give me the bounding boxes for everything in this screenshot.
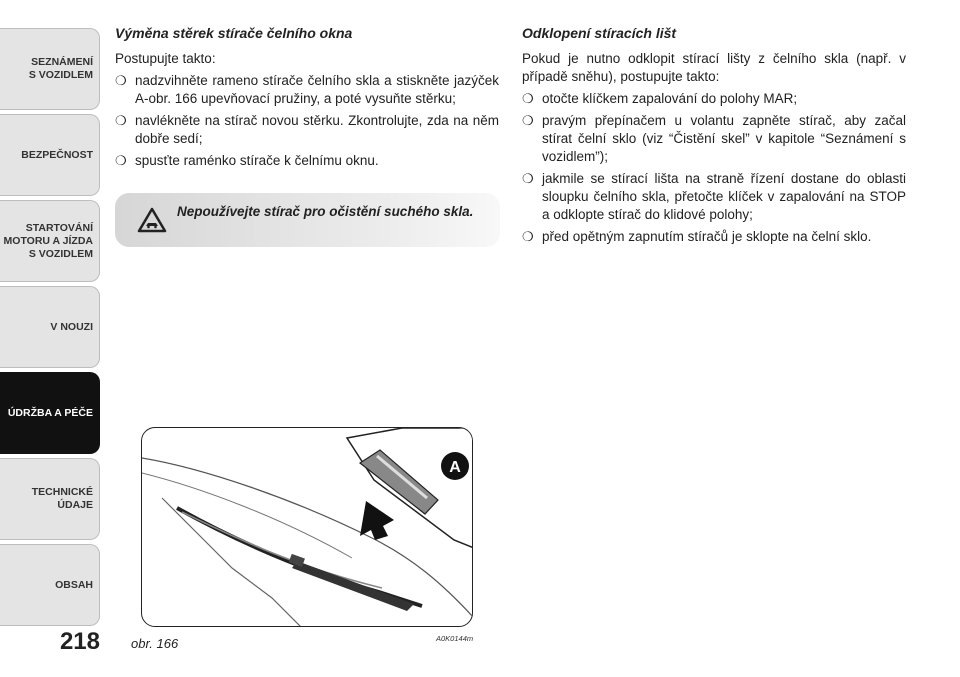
tab-bezpecnost[interactable] — [0, 114, 100, 196]
right-column — [522, 24, 906, 250]
callout-label-a: A — [449, 459, 461, 476]
intro-text: Postupujte takto: — [115, 51, 216, 66]
wiper-drawing — [142, 428, 473, 627]
left-column — [115, 24, 499, 174]
section-heading: Výměna stěrek stírače čelního okna — [115, 25, 353, 41]
list-item: ❍ navlékněte na stírač novou stěrku. Zkontrolujte, zda na něm dobře sedí; — [115, 113, 499, 146]
section-heading: Odklopení stíracích lišt — [522, 25, 677, 41]
figure-caption: obr. 166 — [131, 636, 179, 651]
bullet-icon: ❍ — [522, 113, 534, 128]
tab-label: V NOUZI — [50, 320, 93, 333]
bullet-icon: ❍ — [115, 113, 127, 128]
list-item: ❍ nadzvihněte rameno stírače čelního skla a stiskněte jazýček A-obr. 166 upevňovací pružiny, a poté vysuňte stěrku; — [115, 73, 499, 106]
tab-label: ÚDRŽBA A PÉČE — [7, 406, 93, 419]
bullet-icon: ❍ — [115, 73, 127, 88]
figure-code: A0K0144m — [436, 634, 474, 643]
list-item: ❍ otočte klíčkem zapalování do polohy MAR; — [522, 91, 798, 106]
tab-label: TECHNICKÉ ÚDAJE — [31, 486, 93, 511]
step-list — [115, 72, 499, 170]
list-item: ❍ před opětným zapnutím stíračů je sklopte na čelní sklo. — [522, 229, 872, 244]
tab-label: SEZNÁMENÍ S VOZIDLEM — [28, 56, 93, 81]
bullet-icon: ❍ — [115, 153, 127, 168]
warning-text: Nepoužívejte stírač pro očistění suchého skla. — [177, 204, 474, 219]
tab-label: STARTOVÁNÍ MOTORU A JÍZDA S VOZIDLEM — [3, 221, 93, 260]
tab-label: BEZPEČNOST — [21, 148, 93, 161]
tab-obsah[interactable] — [0, 544, 100, 626]
warning-car-triangle-icon — [137, 207, 167, 233]
tab-seznameni[interactable] — [0, 28, 100, 110]
step-list — [522, 90, 906, 246]
list-item: ❍ spusťte raménko stírače k čelnímu oknu. — [115, 153, 379, 168]
warning-box — [115, 193, 500, 247]
wiper-illustration — [141, 427, 473, 627]
bullet-icon: ❍ — [522, 171, 534, 186]
tab-udrzba[interactable] — [0, 372, 100, 454]
intro-text: Pokud je nutno odklopit stírací lišty z čelního skla (např. v případě sněhu), postupujte takto: — [522, 51, 906, 84]
bullet-icon: ❍ — [522, 91, 534, 106]
page-number: 218 — [59, 628, 100, 655]
tab-label: OBSAH — [55, 578, 93, 591]
tab-startovani[interactable] — [0, 200, 100, 282]
tab-technicke[interactable] — [0, 458, 100, 540]
bullet-icon: ❍ — [522, 229, 534, 244]
list-item: ❍ jakmile se stírací lišta na straně řízení dostane do oblasti sloupku čelního skla, přetočte klíček v zapalování na STOP a odklopte stírač do klidové polohy; — [522, 171, 906, 222]
tab-v-nouzi[interactable] — [0, 286, 100, 368]
list-item: ❍ pravým přepínačem u volantu zapněte stírač, aby začal stírat čelní sklo (viz “Čistění skel” v kapitole “Seznámení s vozidlem”); — [522, 113, 906, 164]
